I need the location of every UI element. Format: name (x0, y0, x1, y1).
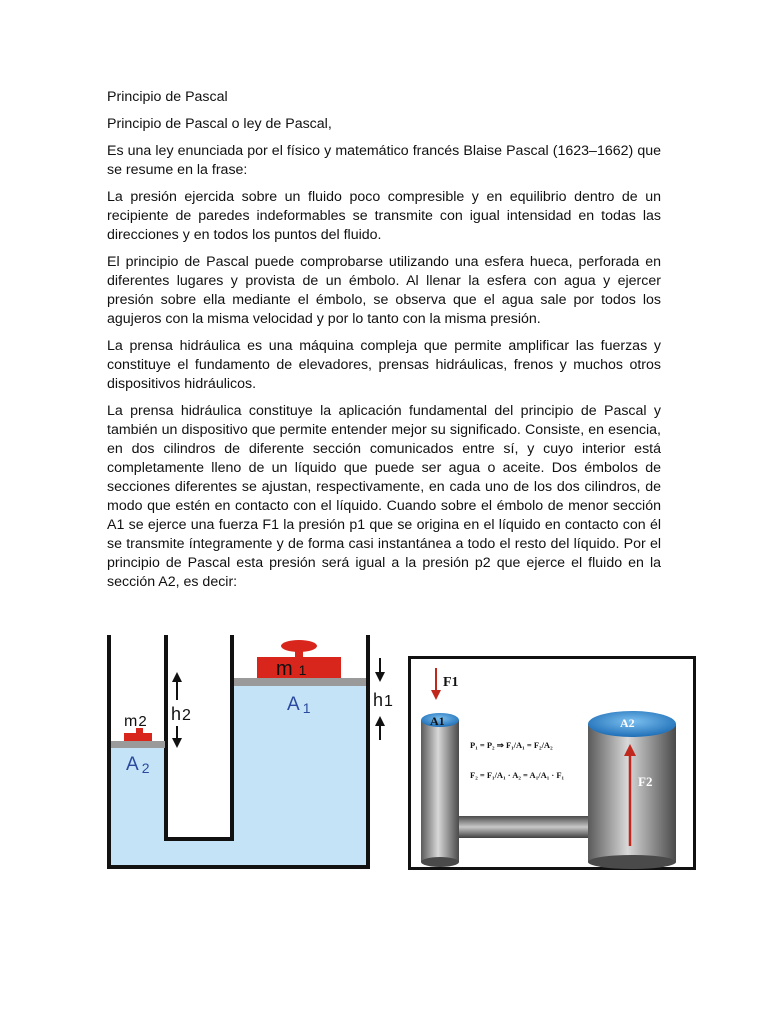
paragraph-4: La prensa hidráulica es una máquina compleja que permite amplificar las fuerzas y constituye el fundamento de elevadores, prensas hidráulicas, frenos y muchos otros dispositivos hidráulicos. (107, 338, 661, 392)
paragraph-3: El principio de Pascal puede comprobarse utilizando una esfera hueca, perforada en diferentes lugares y provista de un émbolo. Al llenar la esfera con agua y ejercer presión sobre ella mediante el émbolo, se observa que el agua sale por todos los agujeros con la misma velocidad y por lo tanto con la misma presión. (107, 254, 661, 327)
label-a1: A 1 (287, 694, 311, 716)
h1-indicator (368, 656, 408, 746)
inner-wall (166, 635, 232, 839)
small-cylinder (421, 720, 459, 862)
paragraph-1: Es una ley enunciada por el físico y matemático francés Blaise Pascal (1623–1662) que se resume en la frase: (107, 143, 661, 178)
document-body (107, 88, 661, 600)
label-f2: F2 (638, 774, 653, 789)
label-m1: m 1 (276, 658, 307, 680)
label-a1: A1 (430, 714, 445, 728)
label-h1: h1 (373, 690, 393, 710)
label-a2: A2 (620, 716, 635, 730)
communicating-vessels-figure (106, 630, 371, 870)
document-subtitle: Principio de Pascal o ley de Pascal, (107, 116, 332, 132)
piston-a1 (234, 678, 366, 686)
label-m2: m2 (124, 713, 147, 730)
mass-m1-knob (281, 640, 317, 652)
paragraph-5: La prensa hidráulica constituye la aplicación fundamental del principio de Pascal y también un dispositivo que permite entender mejor su significado. Consiste, en esencia, en dos cilindros de diferente sección comunicados entre sí, y cuyo interior está completamente lleno de un líquido que puede ser agua o aceite. Dos émbolos de secciones diferentes se ajustan, respectivamente, en cada uno de los dos cilindros, de modo que estén en contacto con el líquido. Cuando sobre el émbolo de menor sección A1 se ejerce una fuerza F1 la presión p1 que se origina en el líquido en contacto con él se transmite íntegramente y de forma casi instantánea a todo el resto del líquido. Por el principio de Pascal esta presión será igual a la presión p2 que ejerce el fluido en la sección A2, es decir: (107, 403, 661, 590)
equation-1: P₁ = P₂ ⇒ F₁/A₁ = F₂/A₂ (470, 740, 553, 750)
label-a2: A 2 (126, 754, 150, 776)
piston-a2 (111, 741, 165, 748)
label-f1: F1 (443, 675, 459, 690)
connecting-pipe (448, 816, 598, 838)
large-cylinder (588, 724, 676, 862)
figures (106, 630, 696, 870)
paragraph-2: La presión ejercida sobre un fluido poco compresible y en equilibrio dentro de un recipiente de paredes indeformables se transmite con igual intensidad en todas las direcciones y en todos los puntos del fluido. (107, 189, 661, 243)
equation-2: F₂ = F₁/A₁ · A₂ = A₁/A₁ · F₁ (470, 770, 565, 780)
label-h2: h2 (171, 704, 191, 724)
document-title: Principio de Pascal (107, 89, 228, 105)
hydraulic-press-figure (408, 656, 696, 870)
mass-m2 (124, 733, 152, 741)
